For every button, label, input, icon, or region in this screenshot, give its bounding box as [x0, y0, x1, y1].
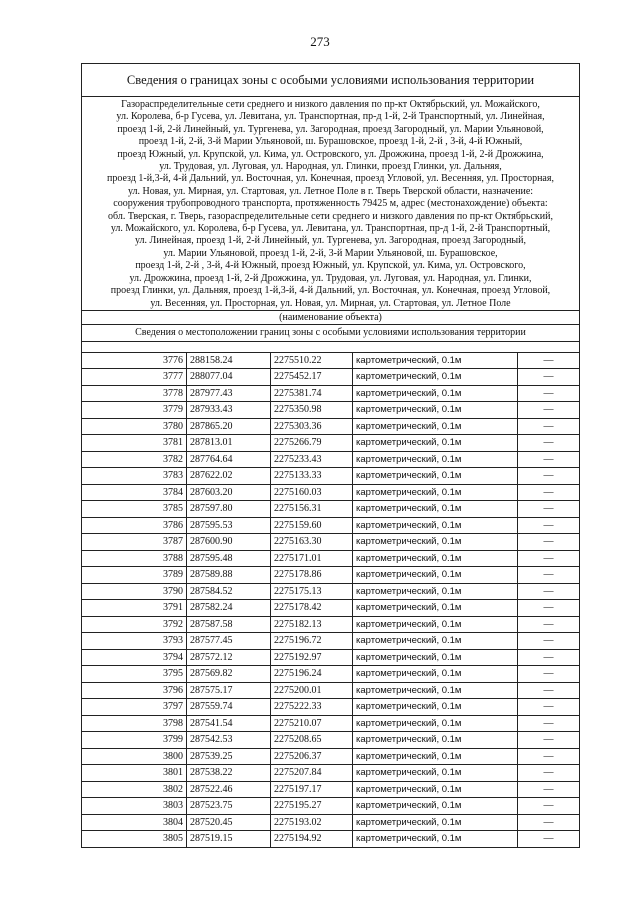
y-coordinate-cell: 2275200.01	[271, 682, 353, 699]
point-number-cell: 3801	[82, 765, 187, 782]
coordinates-table	[82, 352, 579, 847]
table-row	[82, 748, 579, 765]
method-cell: картометрический, 0.1м	[353, 451, 518, 468]
x-coordinate-cell: 287542.53	[187, 732, 271, 749]
method-cell: картометрический, 0.1м	[353, 567, 518, 584]
x-coordinate-cell: 287539.25	[187, 748, 271, 765]
description-line: проезд Глинки, ул. Дальняя, проезд 1-й,3-й, 4-й Дальний, ул. Восточная, ул. Конечная, проезд Угловой,	[110, 285, 551, 297]
table-row	[82, 649, 579, 666]
description-line: ул. Весенняя, ул. Просторная, ул. Новая, ул. Мирная, ул. Стартовая, ул. Летное Поле	[150, 297, 511, 309]
point-number-cell: 3804	[82, 814, 187, 831]
x-coordinate-cell: 287519.15	[187, 831, 271, 847]
point-number-cell: 3803	[82, 798, 187, 815]
notes-cell: —	[518, 765, 580, 782]
method-cell: картометрический, 0.1м	[353, 600, 518, 617]
y-coordinate-cell: 2275381.74	[271, 385, 353, 402]
y-coordinate-cell: 2275192.97	[271, 649, 353, 666]
table-row	[82, 385, 579, 402]
spacer	[82, 342, 579, 352]
method-cell: картометрический, 0.1м	[353, 402, 518, 419]
table-row	[82, 831, 579, 847]
x-coordinate-cell: 287813.01	[187, 435, 271, 452]
table-row	[82, 534, 579, 551]
x-coordinate-cell: 287575.17	[187, 682, 271, 699]
y-coordinate-cell: 2275193.02	[271, 814, 353, 831]
description-line: ул. Марии Ульяновой, проезд 1-й, 2-й, 3-й Марии Ульяновой, ш. Бурашовское,	[163, 247, 498, 259]
y-coordinate-cell: 2275175.13	[271, 583, 353, 600]
method-cell: картометрический, 0.1м	[353, 748, 518, 765]
y-coordinate-cell: 2275160.03	[271, 484, 353, 501]
y-coordinate-cell: 2275195.27	[271, 798, 353, 815]
point-number-cell: 3787	[82, 534, 187, 551]
y-coordinate-cell: 2275303.36	[271, 418, 353, 435]
method-cell: картометрический, 0.1м	[353, 781, 518, 798]
notes-cell: —	[518, 501, 580, 518]
point-number-cell: 3795	[82, 666, 187, 683]
method-cell: картометрический, 0.1м	[353, 616, 518, 633]
document-title: Сведения о границах зоны с особыми условиями использования территории	[82, 64, 579, 97]
table-row	[82, 732, 579, 749]
x-coordinate-cell: 287603.20	[187, 484, 271, 501]
table-row	[82, 484, 579, 501]
x-coordinate-cell: 287622.02	[187, 468, 271, 485]
y-coordinate-cell: 2275182.13	[271, 616, 353, 633]
point-number-cell: 3794	[82, 649, 187, 666]
location-section-caption: Сведения о местоположении границ зоны с особыми условиями использования территории	[82, 325, 579, 342]
method-cell: картометрический, 0.1м	[353, 633, 518, 650]
notes-cell: —	[518, 352, 580, 369]
y-coordinate-cell: 2275163.30	[271, 534, 353, 551]
x-coordinate-cell: 287595.53	[187, 517, 271, 534]
notes-cell: —	[518, 781, 580, 798]
description-line: ул. Можайского, ул. Королева, б-р Гусева, ул. Левитана, ул. Транспортная, пр-д 1-й, 2-й Транспортный,	[110, 223, 551, 235]
method-cell: картометрический, 0.1м	[353, 352, 518, 369]
point-number-cell: 3777	[82, 369, 187, 386]
x-coordinate-cell: 287582.24	[187, 600, 271, 617]
x-coordinate-cell: 287522.46	[187, 781, 271, 798]
table-row	[82, 814, 579, 831]
x-coordinate-cell: 287541.54	[187, 715, 271, 732]
x-coordinate-cell: 287569.82	[187, 666, 271, 683]
notes-cell: —	[518, 534, 580, 551]
x-coordinate-cell: 287865.20	[187, 418, 271, 435]
method-cell: картометрический, 0.1м	[353, 484, 518, 501]
x-coordinate-cell: 288158.24	[187, 352, 271, 369]
table-row	[82, 550, 579, 567]
method-cell: картометрический, 0.1м	[353, 385, 518, 402]
description-line: ул. Трудовая, ул. Луговая, ул. Народная, ул. Глинки, проезд Глинки, ул. Дальняя,	[159, 161, 502, 173]
method-cell: картометрический, 0.1м	[353, 732, 518, 749]
x-coordinate-cell: 287589.88	[187, 567, 271, 584]
method-cell: картометрический, 0.1м	[353, 831, 518, 847]
description-line: сооружения трубопроводного транспорта, протяженность 79425 м, адрес (местонахождение) объекта:	[113, 198, 548, 210]
point-number-cell: 3785	[82, 501, 187, 518]
x-coordinate-cell: 288077.04	[187, 369, 271, 386]
notes-cell: —	[518, 402, 580, 419]
description-line: проезд 1-й, 2-й Линейный, ул. Тургенева, ул. Загородная, проезд Загородный, ул. Марии Ульяновой,	[117, 123, 544, 135]
table-row	[82, 666, 579, 683]
x-coordinate-cell: 287577.45	[187, 633, 271, 650]
method-cell: картометрический, 0.1м	[353, 550, 518, 567]
y-coordinate-cell: 2275196.24	[271, 666, 353, 683]
object-name-caption: (наименование объекта)	[82, 310, 579, 325]
notes-cell: —	[518, 649, 580, 666]
notes-cell: —	[518, 633, 580, 650]
point-number-cell: 3780	[82, 418, 187, 435]
x-coordinate-cell: 287584.52	[187, 583, 271, 600]
method-cell: картометрический, 0.1м	[353, 715, 518, 732]
method-cell: картометрический, 0.1м	[353, 418, 518, 435]
zone-boundaries-document	[81, 63, 580, 848]
y-coordinate-cell: 2275178.42	[271, 600, 353, 617]
x-coordinate-cell: 287572.12	[187, 649, 271, 666]
point-number-cell: 3789	[82, 567, 187, 584]
table-row	[82, 715, 579, 732]
description-line: проезд 1-й, 2-й, 3-й Марии Ульяновой, ш. Бурашовское, проезд 1-й, 2-й , 3-й, 4-й Южный,	[138, 136, 523, 148]
y-coordinate-cell: 2275452.17	[271, 369, 353, 386]
notes-cell: —	[518, 385, 580, 402]
point-number-cell: 3786	[82, 517, 187, 534]
table-row	[82, 451, 579, 468]
notes-cell: —	[518, 435, 580, 452]
x-coordinate-cell: 287933.43	[187, 402, 271, 419]
notes-cell: —	[518, 451, 580, 468]
method-cell: картометрический, 0.1м	[353, 468, 518, 485]
table-row	[82, 633, 579, 650]
notes-cell: —	[518, 583, 580, 600]
description-line: ул. Линейная, проезд 1-й, 2-й Линейный, ул. Тургенева, ул. Загородная, проезд Загородный,	[134, 235, 526, 247]
method-cell: картометрический, 0.1м	[353, 534, 518, 551]
notes-cell: —	[518, 748, 580, 765]
method-cell: картометрический, 0.1м	[353, 435, 518, 452]
point-number-cell: 3782	[82, 451, 187, 468]
x-coordinate-cell: 287597.80	[187, 501, 271, 518]
point-number-cell: 3797	[82, 699, 187, 716]
page-number: 273	[310, 34, 330, 49]
x-coordinate-cell: 287595.48	[187, 550, 271, 567]
notes-cell: —	[518, 699, 580, 716]
table-row	[82, 418, 579, 435]
notes-cell: —	[518, 798, 580, 815]
notes-cell: —	[518, 468, 580, 485]
y-coordinate-cell: 2275266.79	[271, 435, 353, 452]
description-line: Газораспределительные сети среднего и низкого давления по пр-кт Октябрьский, ул. Можайского,	[121, 99, 540, 110]
point-number-cell: 3805	[82, 831, 187, 847]
description-line: ул. Новая, ул. Мирная, ул. Стартовая, ул. Летное Поле в г. Тверь Тверской области, назначение:	[127, 185, 534, 197]
description-line: проезд Южный, ул. Крупской, ул. Кима, ул. Островского, ул. Дрожжина, проезд 1-й, 2-й Дрожжина,	[117, 148, 544, 160]
x-coordinate-cell: 287538.22	[187, 765, 271, 782]
table-row	[82, 600, 579, 617]
notes-cell: —	[518, 517, 580, 534]
method-cell: картометрический, 0.1м	[353, 666, 518, 683]
table-row	[82, 781, 579, 798]
y-coordinate-cell: 2275233.43	[271, 451, 353, 468]
point-number-cell: 3779	[82, 402, 187, 419]
point-number-cell: 3791	[82, 600, 187, 617]
notes-cell: —	[518, 418, 580, 435]
table-row	[82, 352, 579, 369]
description-line: ул. Дрожжина, проезд 1-й, 2-й Дрожжина, ул. Трудовая, ул. Луговая, ул. Народная, ул. Глинки,	[129, 272, 532, 284]
table-row	[82, 468, 579, 485]
y-coordinate-cell: 2275194.92	[271, 831, 353, 847]
method-cell: картометрический, 0.1м	[353, 699, 518, 716]
y-coordinate-cell: 2275171.01	[271, 550, 353, 567]
y-coordinate-cell: 2275133.33	[271, 468, 353, 485]
x-coordinate-cell: 287520.45	[187, 814, 271, 831]
notes-cell: —	[518, 567, 580, 584]
method-cell: картометрический, 0.1м	[353, 583, 518, 600]
y-coordinate-cell: 2275510.22	[271, 352, 353, 369]
point-number-cell: 3796	[82, 682, 187, 699]
description-line: проезд 1-й, 2-й , 3-й, 4-й Южный, проезд Южный, ул. Крупской, ул. Кима, ул. Островского,	[135, 260, 526, 272]
notes-cell: —	[518, 369, 580, 386]
y-coordinate-cell: 2275350.98	[271, 402, 353, 419]
point-number-cell: 3802	[82, 781, 187, 798]
y-coordinate-cell: 2275197.17	[271, 781, 353, 798]
point-number-cell: 3798	[82, 715, 187, 732]
y-coordinate-cell: 2275222.33	[271, 699, 353, 716]
notes-cell: —	[518, 831, 580, 847]
method-cell: картометрический, 0.1м	[353, 814, 518, 831]
x-coordinate-cell: 287559.74	[187, 699, 271, 716]
notes-cell: —	[518, 682, 580, 699]
point-number-cell: 3783	[82, 468, 187, 485]
method-cell: картометрический, 0.1м	[353, 798, 518, 815]
x-coordinate-cell: 287977.43	[187, 385, 271, 402]
point-number-cell: 3792	[82, 616, 187, 633]
x-coordinate-cell: 287587.58	[187, 616, 271, 633]
table-row	[82, 765, 579, 782]
x-coordinate-cell: 287600.90	[187, 534, 271, 551]
method-cell: картометрический, 0.1м	[353, 501, 518, 518]
notes-cell: —	[518, 666, 580, 683]
method-cell: картометрический, 0.1м	[353, 765, 518, 782]
y-coordinate-cell: 2275159.60	[271, 517, 353, 534]
notes-cell: —	[518, 616, 580, 633]
description-line: проезд 1-й,3-й, 4-й Дальний, ул. Восточная, ул. Конечная, проезд Угловой, ул. Весенняя, ул. Просторная,	[107, 173, 554, 185]
table-row	[82, 501, 579, 518]
table-row	[82, 699, 579, 716]
y-coordinate-cell: 2275156.31	[271, 501, 353, 518]
notes-cell: —	[518, 550, 580, 567]
table-row	[82, 798, 579, 815]
point-number-cell: 3799	[82, 732, 187, 749]
notes-cell: —	[518, 600, 580, 617]
description-line: обл. Тверская, г. Тверь, газораспределительные сети среднего и низкого давления по пр-кт Октябрьский,	[108, 210, 553, 222]
notes-cell: —	[518, 484, 580, 501]
table-row	[82, 583, 579, 600]
y-coordinate-cell: 2275210.07	[271, 715, 353, 732]
y-coordinate-cell: 2275196.72	[271, 633, 353, 650]
point-number-cell: 3778	[82, 385, 187, 402]
notes-cell: —	[518, 732, 580, 749]
y-coordinate-cell: 2275178.86	[271, 567, 353, 584]
table-row	[82, 616, 579, 633]
point-number-cell: 3788	[82, 550, 187, 567]
point-number-cell: 3800	[82, 748, 187, 765]
method-cell: картометрический, 0.1м	[353, 369, 518, 386]
x-coordinate-cell: 287523.75	[187, 798, 271, 815]
y-coordinate-cell: 2275206.37	[271, 748, 353, 765]
object-description	[82, 97, 579, 310]
x-coordinate-cell: 287764.64	[187, 451, 271, 468]
point-number-cell: 3781	[82, 435, 187, 452]
y-coordinate-cell: 2275207.84	[271, 765, 353, 782]
table-row	[82, 369, 579, 386]
y-coordinate-cell: 2275208.65	[271, 732, 353, 749]
method-cell: картометрический, 0.1м	[353, 682, 518, 699]
table-row	[82, 435, 579, 452]
point-number-cell: 3784	[82, 484, 187, 501]
description-line: ул. Королева, б-р Гусева, ул. Левитана, ул. Транспортная, пр-д 1-й, 2-й Транспортный, ул. Линейная,	[116, 111, 545, 123]
point-number-cell: 3790	[82, 583, 187, 600]
table-row	[82, 682, 579, 699]
point-number-cell: 3776	[82, 352, 187, 369]
table-row	[82, 567, 579, 584]
method-cell: картометрический, 0.1м	[353, 649, 518, 666]
method-cell: картометрический, 0.1м	[353, 517, 518, 534]
notes-cell: —	[518, 814, 580, 831]
table-row	[82, 402, 579, 419]
point-number-cell: 3793	[82, 633, 187, 650]
notes-cell: —	[518, 715, 580, 732]
table-row	[82, 517, 579, 534]
